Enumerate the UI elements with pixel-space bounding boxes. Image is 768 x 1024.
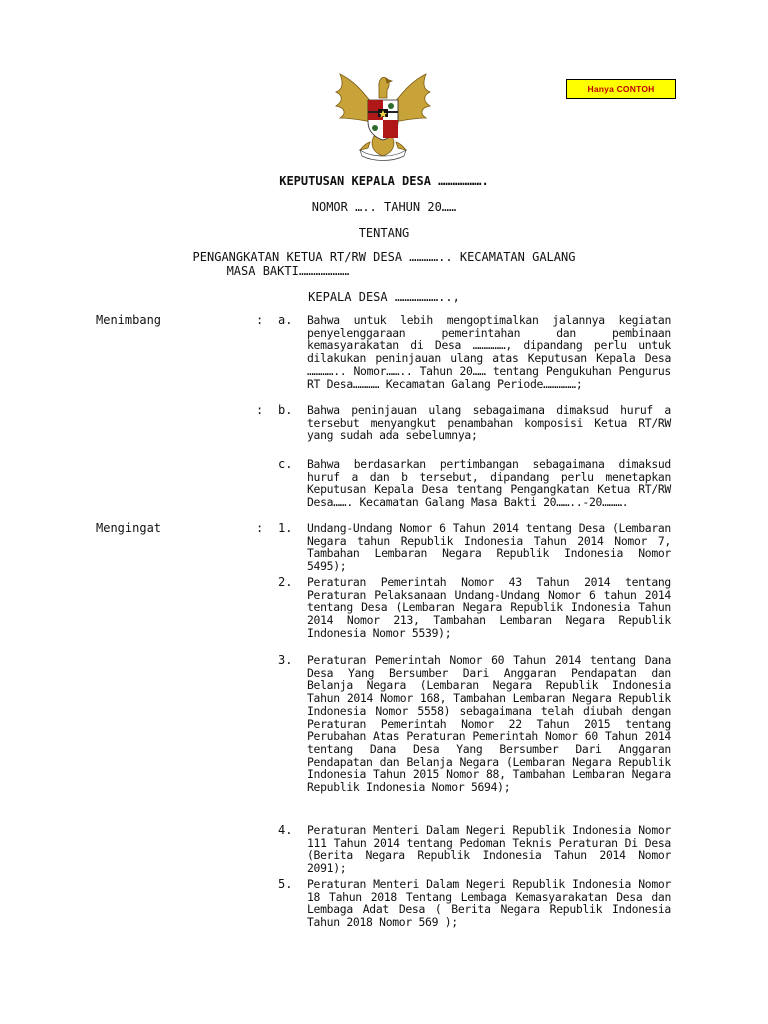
mengingat-item-3: Peraturan Pemerintah Nomor 60 Tahun 2014 tentang Dana Desa Yang Bersumber Dari Anggaran Pendapatan dan Belanja Negara (Lembaran Negara Republik Indonesia Tahun 2014 Nomor 168, Tambahan Lembaran Negara Republik Indonesia Nomor 5558) sebagaimana telah diubah dengan Peraturan Pemerintah Nomor 22 Tahun 2015 tentang Perubahan Atas Peraturan Pemerintah Nomor 60 Tahun 2014 tentang Dana Desa Yang Bersumber Dari Anggaran Pendapatan dan Belanja Negara (Lembaran Negara Republik Indonesia Tahun 2015 Nomor 88, Tambahan Lembaran Negara Republik Indonesia Nomor 5694); [307,653,671,795]
document-number: NOMOR ….. TAHUN 20…… [311,200,457,214]
mengingat-marker-1: 1. [278,521,293,535]
mengingat-item-4: Peraturan Menteri Dalam Negeri Republik Indonesia Nomor 111 Tahun 2014 tentang Pedoman Teknis Peraturan Di Desa (Berita Negara Republik Indonesia Tahun 2014 Nomor 2091); [307,823,671,876]
mengingat-marker-4: 4. [278,823,293,837]
menimbang-item-b: Bahwa peninjauan ulang sebagaimana dimaksud huruf a tersebut menyangkut penambahan komposisi Ketua RT/RW yang sudah ada sebelumnya; [307,403,671,443]
document-title: KEPUTUSAN KEPALA DESA ………………. [279,174,489,188]
menimbang-item-c: Bahwa berdasarkan pertimbangan sebagaimana dimaksud huruf a dan b tersebut, dipandang perlu menetapkan Keputusan Kepala Desa tentang Pengangkatan Ketua RT/RW Desa……. Kecamatan Galang Masa Bakti 20……..-20………. [307,457,671,510]
mengingat-colon: : [256,521,264,535]
mengingat-item-2: Peraturan Pemerintah Nomor 43 Tahun 2014 tentang Peraturan Pelaksanaan Undang-Undang Nomor 6 tahun 2014 tentang Desa (Lembaran Negara Republik Indonesia Tahun 2014 Nomor 213, Tambahan Lembaran Negara Republik Indonesia Nomor 5539); [307,575,671,640]
mengingat-marker-2: 2. [278,575,293,589]
mengingat-marker-5: 5. [278,877,293,891]
sample-stamp: Hanya CONTOH [566,79,676,99]
subject-line-2: MASA BAKTI………………… [226,264,350,278]
menimbang-marker-c: c. [278,457,293,471]
menimbang-item-a: Bahwa untuk lebih mengoptimalkan jalannya kegiatan penyelenggaraan pemerintahan dan pembinaan kemasyarakatan di Desa ……………, dipandang perlu untuk dilakukan peninjauan ulang atas Keputusan Kepala Desa ………….. Nomor…….. Tahun 20…… tentang Pengukuhan Pengurus RT Desa………… Kecamatan Galang Periode……………; [307,313,671,391]
tentang-heading: TENTANG [358,226,410,240]
mengingat-label: Mengingat [96,521,162,535]
mengingat-marker-3: 3. [278,653,293,667]
official-title: KEPALA DESA ……………….., [308,290,460,304]
menimbang-marker-a: a. [278,313,293,327]
garuda-emblem-icon [330,70,436,162]
mengingat-item-5: Peraturan Menteri Dalam Negeri Republik Indonesia Nomor 18 Tahun 2018 Tentang Lembaga Kemasyarakatan Desa dan Lembaga Adat Desa ( Berita Negara Republik Indonesia Tahun 2018 Nomor 569 ); [307,877,671,930]
subject-line-1: PENGANGKATAN KETUA RT/RW DESA ………….. KECAMATAN GALANG [192,250,576,264]
menimbang-colon-b: : [256,403,264,417]
menimbang-label: Menimbang [96,313,162,327]
mengingat-item-1: Undang-Undang Nomor 6 Tahun 2014 tentang Desa (Lembaran Negara tahun Republik Indonesia Tahun 2014 Nomor 7, Tambahan Lembaran Negara Republik Indonesia Nomor 5495); [307,521,671,574]
menimbang-colon: : [256,313,264,327]
menimbang-marker-b: b. [278,403,293,417]
